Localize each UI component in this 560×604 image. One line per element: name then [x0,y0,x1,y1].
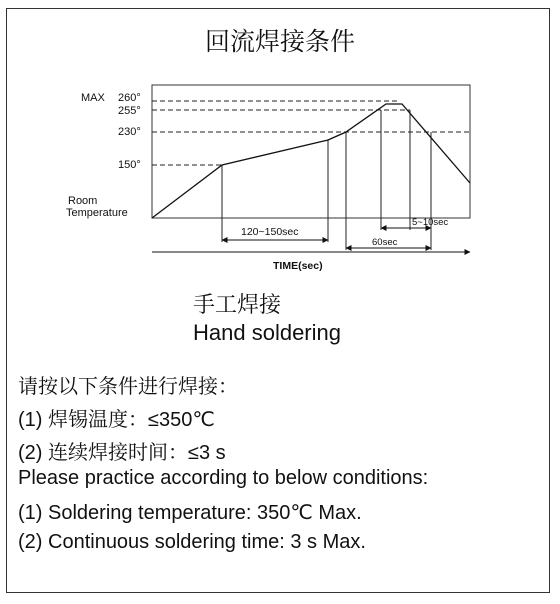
label-60sec: 60sec [372,237,398,248]
conditions-intro-en: Please practice according to below conditions: [18,467,429,489]
condition-time-zh: (2) 连续焊接时间：≤3 s [18,442,226,464]
label-temperature: Temperature [66,207,128,219]
label-255: 255° [118,105,141,117]
hand-soldering-heading-en: Hand soldering [193,320,341,345]
condition-temperature-en: (1) Soldering temperature: 350℃ Max. [18,502,362,524]
time-axis-label: TIME(sec) [273,260,323,272]
condition-temperature-zh: (1) 焊锡温度：≤350℃ [18,409,215,431]
label-260: 260° [118,92,141,104]
condition-time-en: (2) Continuous soldering time: 3 s Max. [18,531,366,553]
label-230: 230° [118,126,141,138]
profile-plot-frame [152,85,470,218]
label-peak-duration: 5~10sec [412,217,449,228]
hand-soldering-heading-zh: 手工焊接 [193,292,282,317]
label-max: MAX [81,92,105,104]
reflow-profile-diagram [0,0,560,300]
temperature-profile-curve [152,104,470,218]
label-preheat-duration: 120~150sec [241,226,299,238]
conditions-intro-zh: 请按以下条件进行焊接： [18,376,238,398]
label-150: 150° [118,159,141,171]
page-title: 回流焊接条件 [204,28,355,56]
label-room: Room [68,195,98,207]
